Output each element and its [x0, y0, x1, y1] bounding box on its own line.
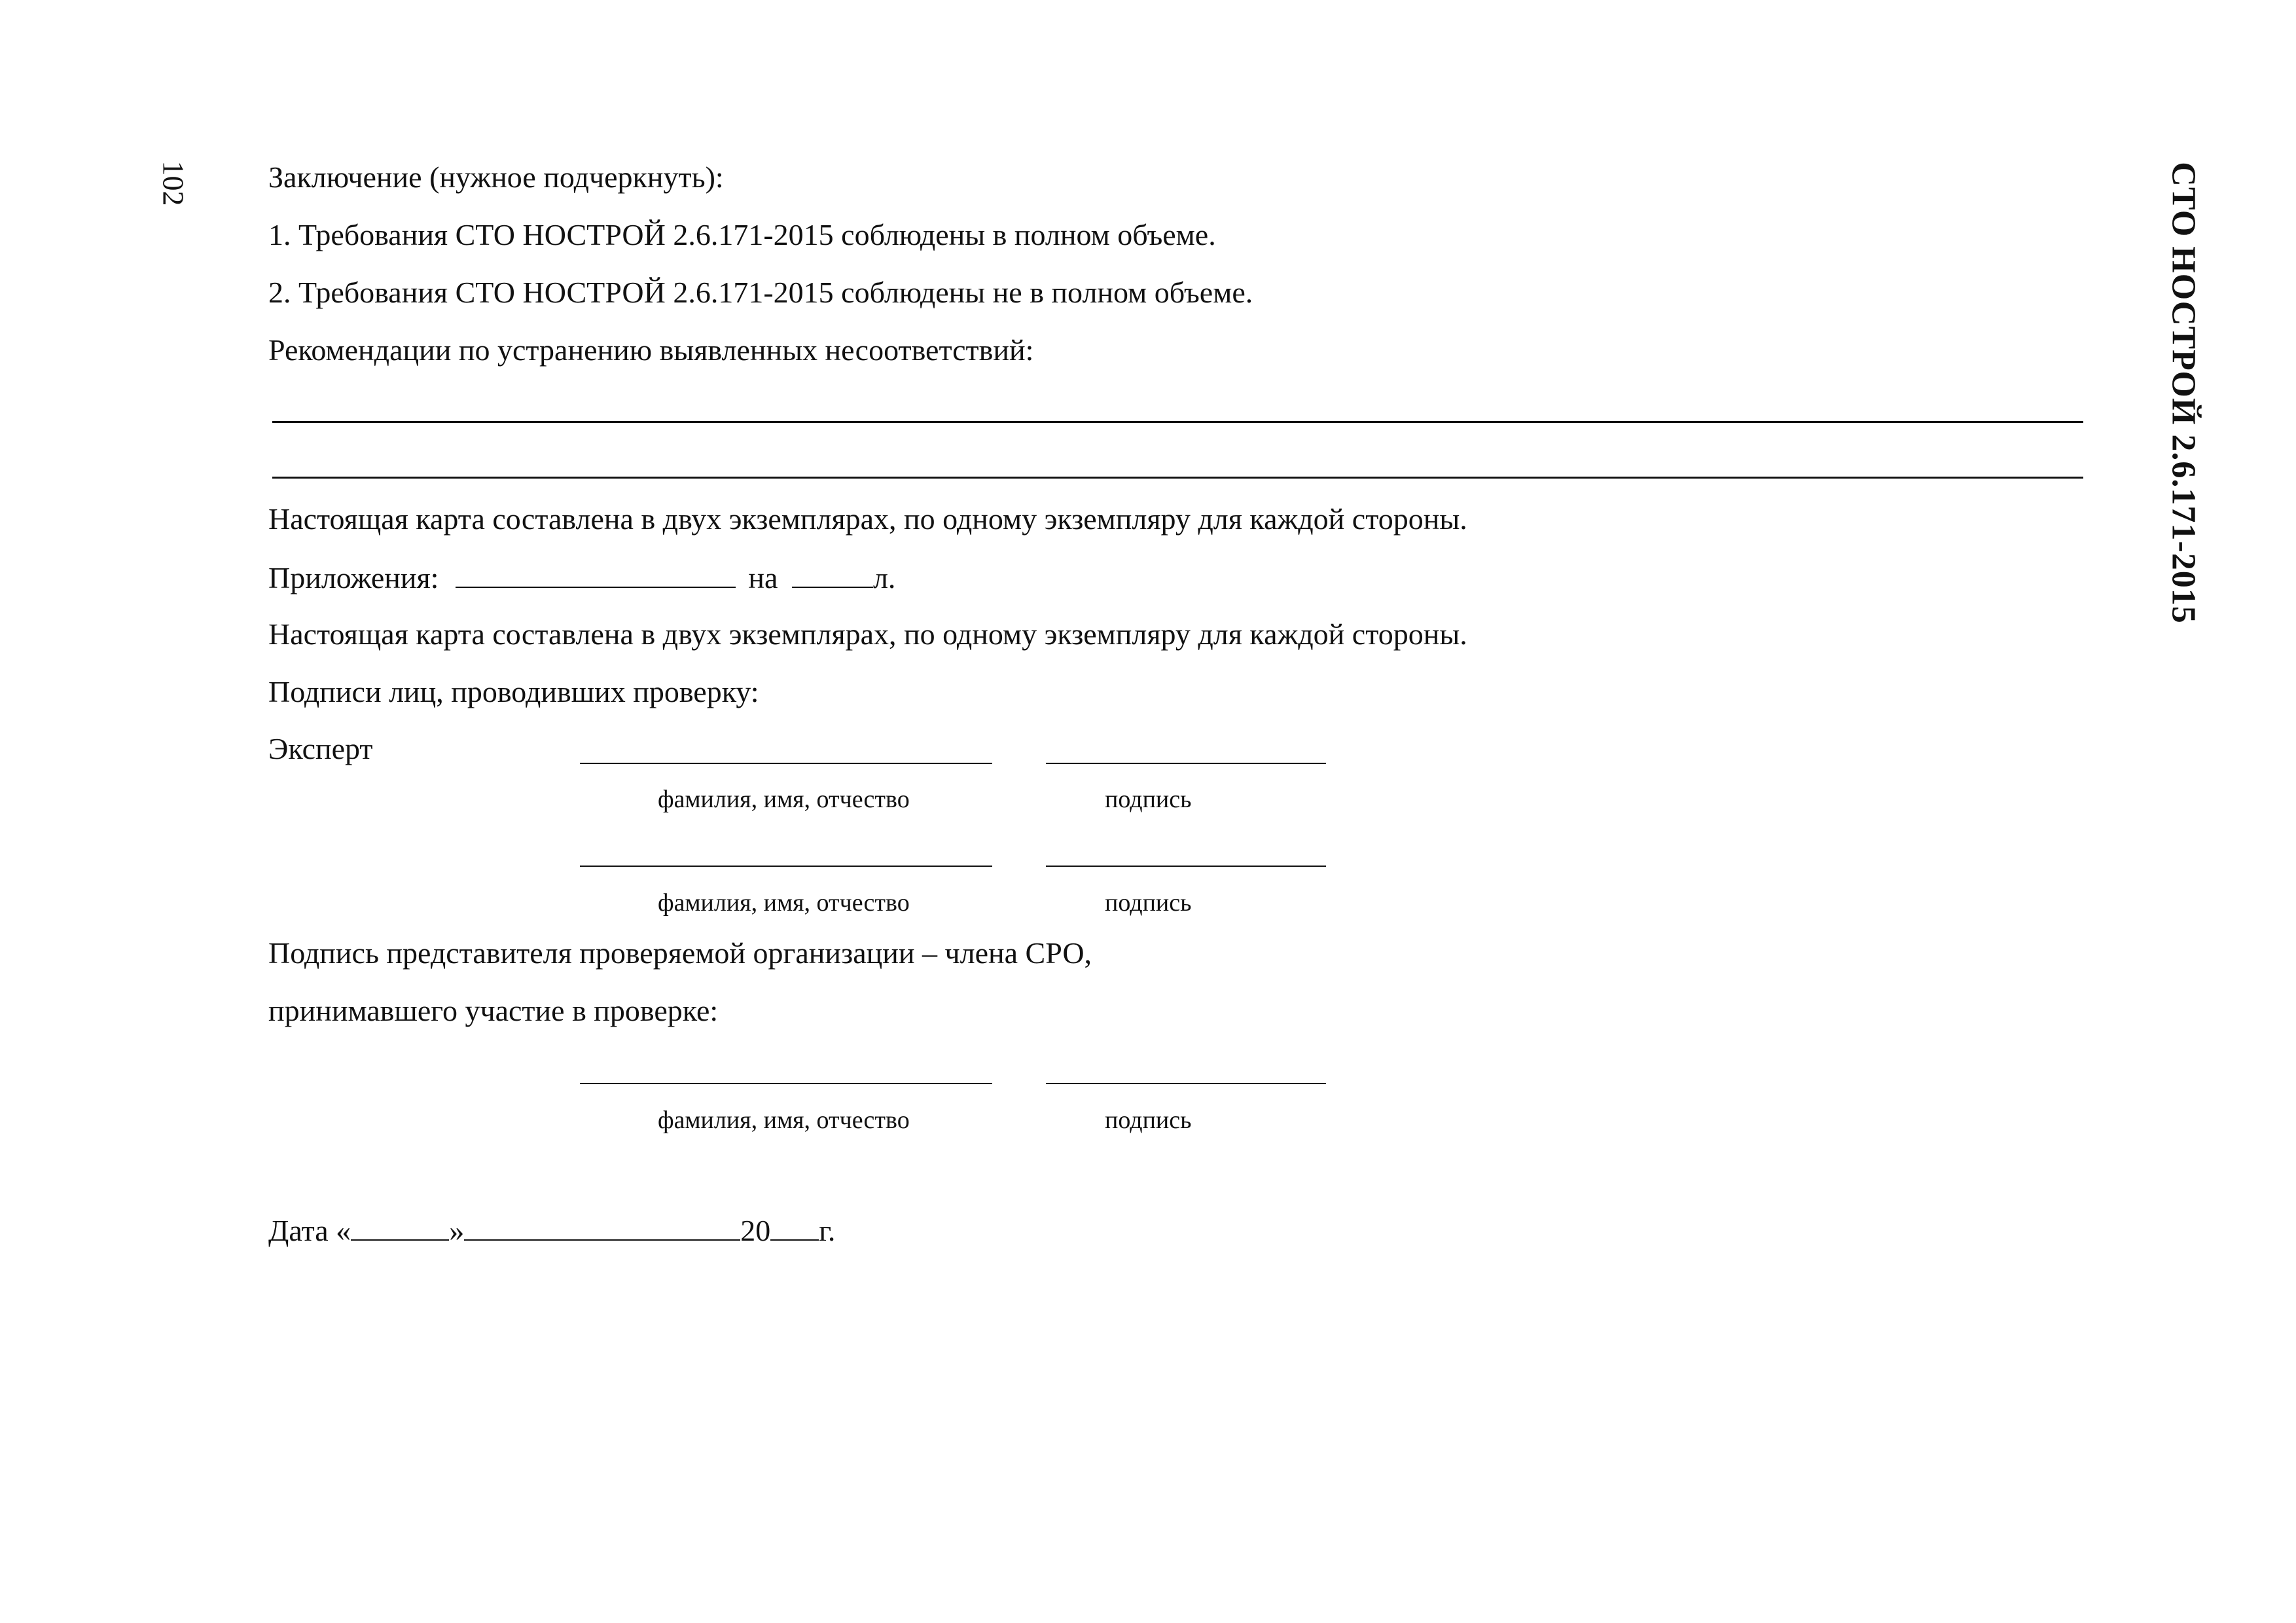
- expert-2-fio-line: [580, 866, 992, 867]
- date-year-prefix: 20: [740, 1214, 771, 1247]
- org-rep-fio-caption: фамилия, имя, отчество: [658, 1106, 910, 1134]
- running-header: СТО НОСТРОЙ 2.6.171-2015: [2164, 162, 2202, 624]
- date-year-blank: [770, 1214, 819, 1241]
- expert-2-signature-caption: подпись: [1105, 889, 1192, 917]
- expert-2-signature-line: [1046, 866, 1326, 867]
- attachments-row: [268, 562, 895, 593]
- date-close-quote: »: [449, 1214, 465, 1247]
- org-rep-line-1: Подпись представителя проверяемой организации – члена СРО,: [268, 936, 1092, 970]
- org-rep-signature-line: [1046, 1083, 1326, 1084]
- date-label: Дата «: [268, 1214, 351, 1247]
- recommendation-line-2: [272, 477, 2083, 479]
- expert-1-fio-line: [580, 763, 992, 764]
- date-year-suffix: г.: [819, 1214, 836, 1247]
- copies-note-1: Настоящая карта составлена в двух экземплярах, по одному экземпляру для каждой стороны.: [268, 502, 1467, 536]
- signatures-heading: Подписи лиц, проводивших проверку:: [268, 675, 759, 708]
- date-day-blank: [351, 1214, 449, 1241]
- expert-1-signature-caption: подпись: [1105, 786, 1192, 813]
- expert-1-fio-caption: фамилия, имя, отчество: [658, 786, 910, 813]
- attachments-sheets: л.: [872, 561, 896, 594]
- expert-label: Эксперт: [268, 732, 373, 765]
- recommendations-label: Рекомендации по устранению выявленных несоответствий:: [268, 333, 1034, 367]
- attachments-blank: [456, 562, 736, 588]
- conclusion-item-2: 2. Требования СТО НОСТРОЙ 2.6.171-2015 соблюдены не в полном объеме.: [268, 276, 1253, 309]
- date-month-blank: [464, 1214, 740, 1241]
- expert-2-fio-caption: фамилия, имя, отчество: [658, 889, 910, 917]
- copies-note-2: Настоящая карта составлена в двух экземплярах, по одному экземпляру для каждой стороны.: [268, 617, 1467, 651]
- conclusion-heading: Заключение (нужное подчеркнуть):: [268, 160, 724, 194]
- page-number: 102: [156, 160, 190, 206]
- sheets-blank: [792, 562, 873, 588]
- org-rep-signature-caption: подпись: [1105, 1106, 1192, 1134]
- recommendation-line-1: [272, 421, 2083, 423]
- conclusion-item-1: 1. Требования СТО НОСТРОЙ 2.6.171-2015 соблюдены в полном объеме.: [268, 218, 1216, 251]
- attachments-label: Приложения:: [268, 561, 439, 594]
- date-row: [268, 1214, 835, 1246]
- expert-1-signature-line: [1046, 763, 1326, 764]
- attachments-on: на: [748, 561, 778, 594]
- org-rep-fio-line: [580, 1083, 992, 1084]
- org-rep-line-2: принимавшего участие в проверке:: [268, 994, 719, 1027]
